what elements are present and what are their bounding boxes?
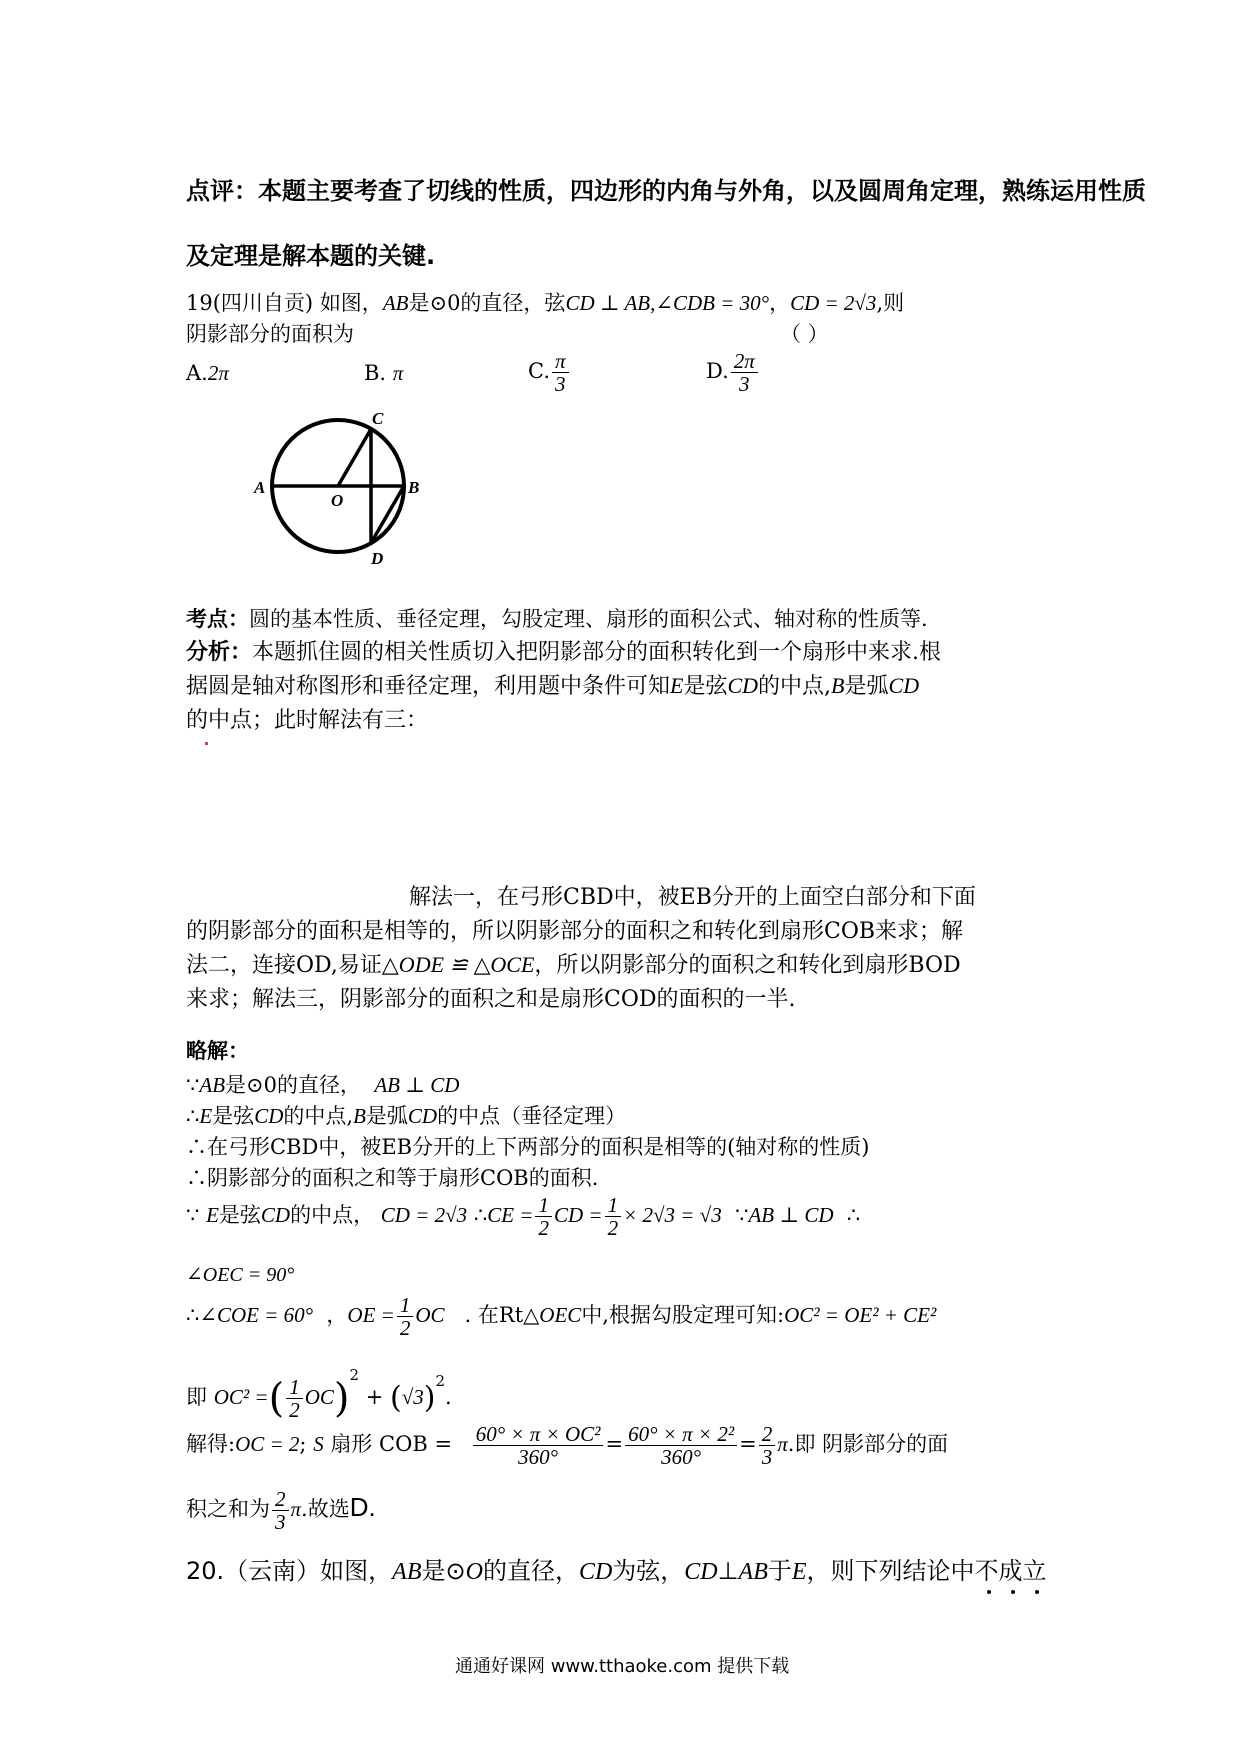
- s9-frac-2: [625, 1423, 737, 1468]
- kaodian-text: 圆的基本性质、垂径定理，勾股定理、扇形的面积公式、轴对称的性质等.: [249, 607, 928, 631]
- solution-line-8: [186, 1368, 452, 1421]
- fenxi-e: E: [670, 673, 684, 698]
- s8-oc: OC: [304, 1385, 334, 1409]
- q20-f: 于: [767, 1557, 792, 1585]
- s8-f-num: 1: [286, 1376, 303, 1399]
- kaodian-line: [186, 603, 928, 633]
- s5-ce: CE =: [487, 1203, 534, 1228]
- s10-frac: [272, 1488, 289, 1533]
- s9-f2-num: 60° × π × 2²: [625, 1423, 737, 1446]
- s9-frac-1: [473, 1423, 604, 1468]
- s5-therefore: ∴: [473, 1203, 488, 1228]
- method-line-1: 解法一，在弓形CBD中，被EB分开的上面空白部分和下面: [409, 885, 976, 910]
- s10-b: .故选: [301, 1497, 350, 1522]
- fenxi-2b: 是弦: [683, 674, 728, 699]
- q20-o: O: [465, 1559, 483, 1585]
- option-a: [186, 361, 229, 386]
- s5-f1-num: 1: [535, 1194, 552, 1217]
- method-line-3: [186, 948, 961, 979]
- option-b-label: B.: [364, 361, 387, 385]
- s5-mid: CD =: [553, 1203, 603, 1228]
- s7-comma: ，: [326, 1303, 348, 1328]
- s9-eq1: =: [605, 1432, 624, 1457]
- point-label-o: O: [331, 491, 344, 510]
- q19-sep: ，: [769, 291, 791, 315]
- q20-ab: AB: [392, 1559, 422, 1585]
- s1-perp: AB ⊥ CD: [374, 1073, 460, 1097]
- s5-perp: AB ⊥ CD: [748, 1203, 834, 1228]
- s9-jiede: 解得:: [186, 1432, 236, 1457]
- s7-therefore: ∴: [186, 1303, 200, 1328]
- option-c: [528, 350, 571, 395]
- s9-frac-3: [759, 1423, 776, 1468]
- s2-cd: CD: [254, 1104, 284, 1128]
- emphasis-dot-3: [1035, 1590, 1039, 1594]
- s10-f-num: 2: [272, 1488, 289, 1511]
- q20-perp: ⊥: [717, 1557, 739, 1585]
- s5-therefore-2: ∴: [846, 1203, 861, 1228]
- q19-answer-paren: （ ）: [780, 322, 829, 346]
- s2-c: 的中点,: [283, 1104, 354, 1128]
- option-d: [706, 350, 760, 395]
- s8-root: √3: [401, 1385, 424, 1409]
- solution-line-4: ∴阴影部分的面积之和等于扇形COB的面积.: [186, 1166, 599, 1190]
- method-congruence: △ODE ≌ △OCE: [381, 952, 535, 977]
- s8-lhs: OC² =: [213, 1385, 269, 1409]
- s2-e: E: [199, 1104, 213, 1128]
- solution-line-10: [186, 1488, 376, 1533]
- option-d-label: D.: [706, 359, 729, 384]
- s2-point-b: B: [353, 1104, 366, 1128]
- fenxi-line-1: [186, 635, 941, 666]
- s8-square-1: 2: [349, 1366, 360, 1384]
- s8-end: .: [445, 1385, 452, 1409]
- q19-stem-line-2: 阴影部分的面积为: [186, 322, 354, 346]
- q19-ab: AB: [382, 291, 409, 315]
- s5-b: 是弦: [218, 1203, 261, 1228]
- s1-text: 是⊙0的直径，: [225, 1073, 361, 1097]
- point-label-a: A: [254, 478, 266, 497]
- s7-tri: △OEC: [523, 1303, 582, 1328]
- s5-cd-eq: CD = 2√3: [380, 1203, 468, 1228]
- q19-cd-eq: CD = 2√3: [790, 291, 877, 315]
- s9-pi: π: [777, 1432, 788, 1457]
- s7-b: . 在Rt: [464, 1303, 524, 1328]
- s10-answer: D.: [349, 1492, 376, 1523]
- s7-frac: [397, 1294, 414, 1339]
- fenxi-2d: 是弧: [844, 674, 889, 699]
- option-d-fraction: [731, 350, 758, 395]
- emphasis-dot-1: [987, 1590, 991, 1594]
- q19-text-b: 是⊙0的直径，弦: [408, 291, 566, 315]
- s5-f2-num: 1: [605, 1194, 622, 1217]
- radius-oc: [338, 429, 371, 486]
- s2-therefore: ∴: [186, 1104, 200, 1128]
- s10-pi: π: [290, 1497, 302, 1522]
- s9-d: .即 阴影部分的面: [787, 1432, 949, 1457]
- solution-line-2: [186, 1100, 626, 1130]
- s9-sector: 扇形 COB =: [330, 1432, 453, 1457]
- fenxi-2a: 据圆是轴对称图形和垂径定理，利用题中条件可知: [186, 674, 671, 699]
- s2-d: 是弧: [365, 1104, 408, 1128]
- q20-cd: CD: [578, 1559, 613, 1585]
- s5-f1-den: 2: [538, 1216, 549, 1241]
- solution-line-7: [186, 1294, 936, 1339]
- s9-s: S: [313, 1432, 324, 1457]
- s10-f-den: 3: [275, 1510, 286, 1535]
- s2-e-text: 的中点（垂径定理）: [437, 1104, 627, 1128]
- solution-line-5: [186, 1194, 860, 1239]
- method-3a: 法二，连接OD,易证: [186, 953, 382, 978]
- s8-lparen: (: [268, 1375, 285, 1422]
- fenxi-line-3: 的中点；此时解法有三：: [186, 708, 429, 733]
- s2-b: 是弦: [212, 1104, 255, 1128]
- s5-end: × 2√3 = √3: [623, 1203, 722, 1228]
- comment-line-2: 及定理是解本题的关键.: [186, 242, 436, 270]
- s7-oc: OC: [415, 1303, 445, 1328]
- point-label-b: B: [408, 478, 420, 497]
- q20-cd2: CD: [684, 1559, 718, 1585]
- s9-semicolon: ;: [299, 1432, 307, 1457]
- s1-because: ∵: [186, 1073, 200, 1097]
- method-line-2: 的阴影部分的面积是相等的，所以阴影部分的面积之和转化到扇形COB来求；解: [186, 919, 964, 944]
- s5-because: ∵: [186, 1203, 200, 1228]
- option-c-fraction: [552, 350, 569, 395]
- solution-line-1: [186, 1069, 459, 1099]
- s5-frac-1: [535, 1194, 552, 1239]
- q20-e: E: [791, 1559, 807, 1585]
- s8-plus: +: [365, 1385, 384, 1409]
- s9-f3-den: 3: [761, 1445, 773, 1470]
- s10-a: 积之和为: [186, 1497, 270, 1522]
- lue-label: 略解：: [186, 1039, 249, 1063]
- point-label-d: D: [371, 549, 384, 568]
- q20-ab2: AB: [738, 1559, 768, 1585]
- q20-line-1: [186, 1551, 1047, 1586]
- method-line-4: 来求；解法三，阴影部分的面积之和是扇形COD的面积的一半.: [186, 987, 796, 1012]
- point-label-c: C: [372, 410, 384, 428]
- q20-d: 为弦，: [612, 1557, 685, 1585]
- option-d-num: 2π: [731, 350, 758, 373]
- method-3b: ，所以阴影部分的面积之和转化到扇形BOD: [534, 953, 961, 978]
- s5-frac-2: [605, 1194, 622, 1239]
- stray-mark: [205, 742, 208, 745]
- q19-condition: CD ⊥ AB,∠CDB = 30°: [565, 291, 770, 315]
- s5-because-2: ∵: [735, 1203, 749, 1228]
- fenxi-label: 分析：: [186, 640, 253, 665]
- s5-f2-den: 2: [607, 1216, 619, 1241]
- s7-eq: OC² = OE² + CE²: [784, 1303, 937, 1328]
- s8-lparen-2: (: [390, 1380, 402, 1416]
- q19-text-c: ,则: [876, 291, 905, 315]
- s8-f-den: 2: [289, 1398, 300, 1422]
- q20-c: 的直径，: [482, 1557, 579, 1585]
- option-b: [364, 361, 403, 386]
- fenxi-text-1: 本题抓住圆的相关性质切入把阴影部分的面积转化到一个扇形中来求.根: [252, 640, 942, 665]
- option-c-den: 3: [555, 372, 566, 397]
- s8-frac: [286, 1376, 303, 1421]
- fenxi-line-2: [186, 669, 919, 700]
- s1-ab: AB: [199, 1073, 226, 1097]
- option-c-label: C.: [528, 359, 550, 384]
- page-footer: 通通好课网 www.tthaoke.com 提供下载: [455, 1656, 790, 1677]
- fenxi-cd2: CD: [888, 673, 920, 698]
- option-c-num: π: [552, 350, 569, 373]
- option-a-value: 2π: [207, 361, 229, 385]
- option-a-label: A.: [186, 361, 208, 385]
- q19-stem-line-1: [186, 287, 904, 317]
- q20-a: 20.（云南）如图，: [186, 1557, 393, 1585]
- circle-figure: [250, 410, 430, 570]
- fenxi-2c: 的中点,: [758, 674, 832, 699]
- s9-f1-num: 60° × π × OC²: [473, 1423, 604, 1446]
- s8-ji: 即: [186, 1385, 207, 1409]
- option-b-value: π: [392, 361, 404, 385]
- s8-square-2: 2: [435, 1372, 446, 1390]
- s5-c: 的中点，: [290, 1203, 375, 1228]
- q19-number: 19: [186, 291, 213, 315]
- q19-text-a: 如图，: [319, 291, 383, 315]
- s7-oe: OE =: [347, 1303, 395, 1328]
- s9-oc: OC = 2: [235, 1432, 300, 1457]
- solution-line-3: ∴在弓形CBD中，被EB分开的上下两部分的面积是相等的(轴对称的性质): [186, 1135, 870, 1159]
- s7-f-den: 2: [399, 1316, 411, 1341]
- q19-source: (四川自贡): [212, 291, 314, 315]
- s7-f-num: 1: [397, 1294, 414, 1317]
- s8-rparen: ): [333, 1375, 350, 1422]
- s9-f2-den: 360°: [661, 1445, 702, 1470]
- q20-b: 是⊙: [421, 1557, 466, 1585]
- s5-cd: CD: [260, 1203, 291, 1228]
- s9-f1-den: 360°: [518, 1445, 559, 1470]
- emphasis-dot-2: [1011, 1590, 1015, 1594]
- solution-line-9: [186, 1423, 948, 1468]
- s7-c: 中,根据勾股定理可知:: [581, 1303, 785, 1328]
- kaodian-label: 考点：: [186, 607, 249, 631]
- comment-line-1: 点评：本题主要考查了切线的性质，四边形的内角与外角，以及圆周角定理，熟练运用性质: [186, 177, 1146, 205]
- s2-cd2: CD: [407, 1104, 438, 1128]
- q20-g: ，则下列结论中不成立: [806, 1557, 1047, 1585]
- s8-rparen-2: ): [423, 1380, 436, 1416]
- s5-e: E: [206, 1203, 219, 1228]
- s7-coe: ∠COE = 60°: [199, 1303, 314, 1328]
- fenxi-b: B: [831, 673, 845, 698]
- s9-f3-num: 2: [759, 1423, 776, 1446]
- s9-eq2: =: [739, 1432, 757, 1457]
- option-d-den: 3: [739, 372, 750, 397]
- solution-line-6: ∠OEC = 90°: [186, 1264, 295, 1286]
- fenxi-cd: CD: [727, 673, 759, 698]
